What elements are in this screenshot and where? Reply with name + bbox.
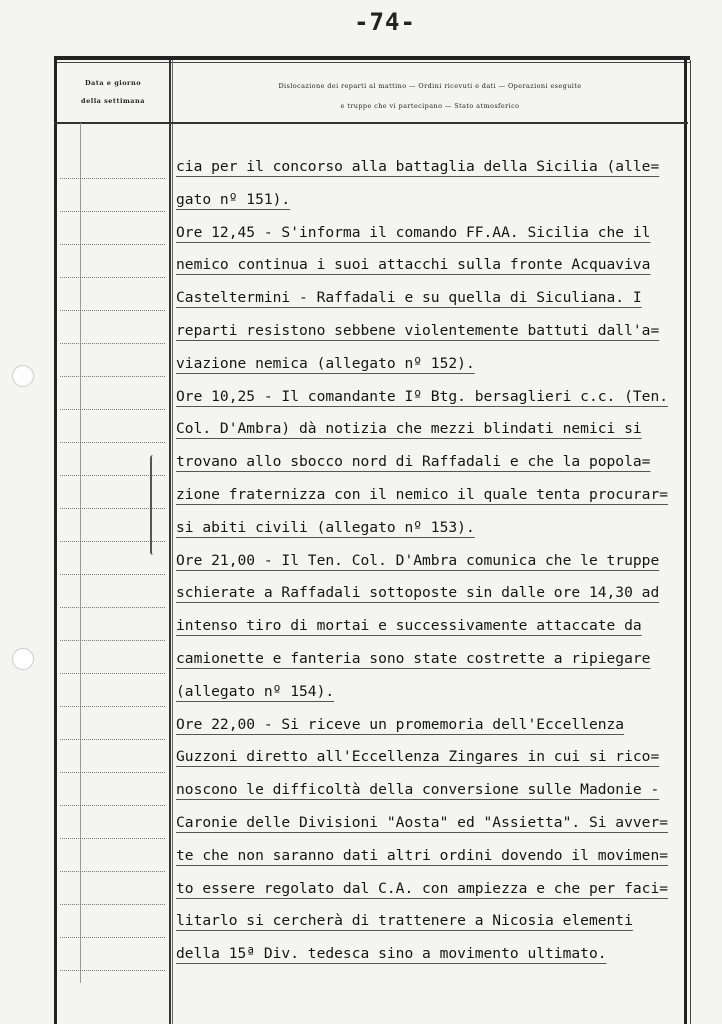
punch-hole-lower [12, 648, 34, 670]
ledger-frame-right-inner [690, 60, 691, 1024]
text-line: Ore 12,45 - S'informa il comando FF.AA. Sicilia che il [176, 223, 651, 241]
text-line: (allegato nº 154). [176, 682, 335, 700]
text-line: gato nº 151). [176, 190, 291, 208]
text-line: viazione nemica (allegato nº 152). [176, 354, 475, 372]
page-number: -74- [354, 8, 416, 36]
text-line: noscono le difficoltà della conversione sulle Madonie - [176, 781, 660, 799]
text-line: nemico continua i suoi attacchi sulla fronte Acquaviva [176, 256, 651, 274]
text-line: to essere regolato dal C.A. con ampiezza e che per faci= [176, 879, 669, 897]
text-line: schierate a Raffadali sottoposte sin dalle ore 14,30 ad [176, 584, 660, 602]
description-column-header [180, 76, 680, 116]
description-header-line2: e truppe che vi partecipano — Stato atmosferico [340, 102, 520, 110]
header-separator [54, 122, 688, 124]
date-column-inner-rule [80, 123, 81, 983]
text-line: litarlo si cercherà di trattenere a Nicosia elementi [176, 912, 633, 930]
date-column-header-line1: Data e giorno [84, 79, 142, 87]
text-line: zione fraternizza con il nemico il quale tenta procurar= [176, 485, 669, 503]
text-line: intenso tiro di mortai e successivamente attaccate da [176, 617, 642, 635]
column-separator [169, 60, 171, 1024]
document-body [176, 151, 688, 971]
text-line: Caronie delle Divisioni "Aosta" ed "Assietta". Si avver= [176, 813, 669, 831]
text-line: Casteltermini - Raffadali e su quella di Siculiana. I [176, 289, 642, 307]
text-line: Ore 21,00 - Il Ten. Col. D'Ambra comunica che le truppe [176, 551, 660, 569]
column-separator-inner [172, 60, 173, 1024]
text-line: Ore 22,00 - Si riceve un promemoria dell'Eccellenza [176, 715, 625, 733]
text-line: Col. D'Ambra) dà notizia che mezzi blindati nemici si [176, 420, 642, 438]
text-line: camionette e fanteria sono state costrette a ripiegare [176, 649, 651, 667]
text-line: trovano allo sbocco nord di Raffadali e che la popola= [176, 453, 651, 471]
ledger-frame-top [54, 56, 690, 60]
punch-hole-upper [12, 365, 34, 387]
text-line: te che non saranno dati altri ordini dovendo il movimen= [176, 846, 669, 864]
ledger-frame-left [54, 56, 57, 1024]
text-line: cia per il concorso alla battaglia della Sicilia (alle= [176, 158, 660, 175]
text-line: Guzzoni diretto all'Eccellenza Zingares in cui si rico= [176, 748, 660, 766]
date-column-header [60, 74, 166, 110]
text-line: reparti resistono sebbene violentemente battuti dall'a= [176, 321, 660, 339]
text-line: della 15ª Div. tedesca sino a movimento ultimato. [176, 945, 607, 963]
ledger-frame-top-inner [54, 62, 690, 63]
description-header-line1: Dislocazione dei reparti al mattino — Ordini ricevuti e dati — Operazioni eseguite [278, 82, 582, 90]
margin-pencil-mark [150, 455, 158, 555]
date-column-header-line2: della settimana [81, 97, 145, 105]
text-line: si abiti civili (allegato nº 153). [176, 518, 475, 536]
text-line: Ore 10,25 - Il comandante Iº Btg. bersaglieri c.c. (Ten. [176, 387, 669, 405]
